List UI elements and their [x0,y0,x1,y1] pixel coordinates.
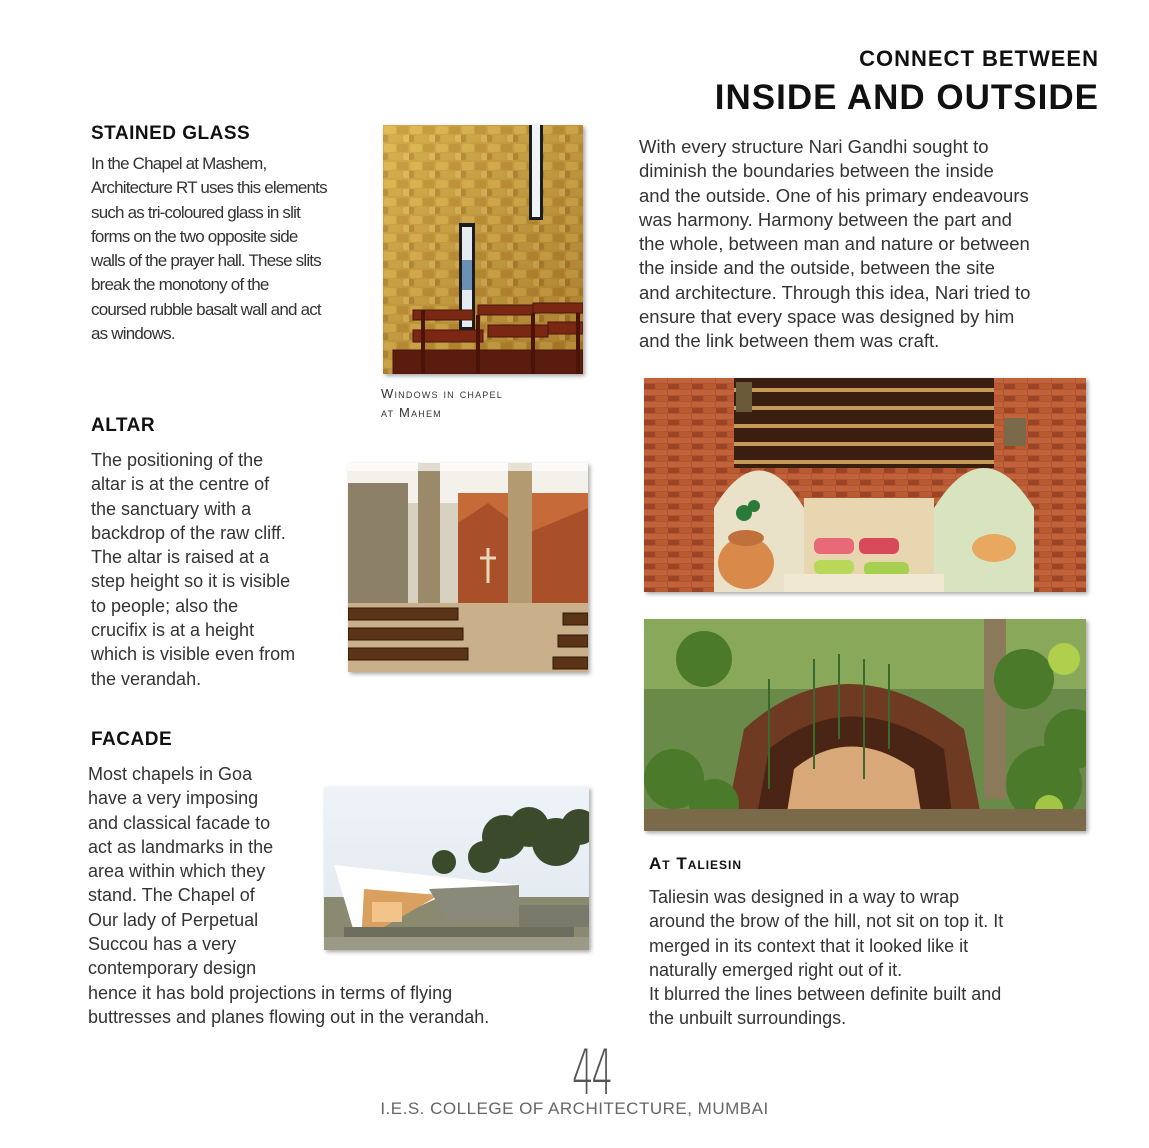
text-line: ensure that every space was designed by him [639,306,1015,328]
text-line: contemporary design [88,958,257,979]
text-line: stand. The Chapel of [88,885,255,906]
text-line: which is visible even from [91,644,296,665]
stained-glass-text [91,152,381,346]
text-line: have a very imposing [88,788,259,809]
text-line: forms on the two opposite side [91,226,298,246]
brick-arches-photo [644,378,1086,592]
text-line: and the link between them was craft. [639,330,940,352]
institution-footer: I.E.S. COLLEGE OF ARCHITECTURE, MUMBAI [380,1099,769,1118]
text-line: break the monotony of the [91,275,269,295]
intro-paragraph [639,135,1109,354]
text-line: Succou has a very [88,934,237,955]
text-line: to people; also the [91,595,239,616]
text-line: hence it has bold projections in terms of flying [88,982,453,1003]
taliesin-heading: At Taliesin [649,854,743,873]
text-line: merged in its context that it looked like it [649,935,969,956]
text-line: and classical facade to [88,812,271,833]
text-line: walls of the prayer hall. These slits [91,251,321,271]
text-line: around the brow of the hill, not sit on top it. It [649,911,1004,932]
taliesin-cave-photo [644,619,1086,831]
facade-heading: FACADE [91,729,173,750]
text-line: Architecture RT uses this elements [91,178,327,198]
text-line: backdrop of the raw cliff. [91,522,286,543]
caption-line: at Mahem [381,405,442,420]
text-line: Our lady of Perpetual [88,909,259,930]
text-line: as windows. [91,324,175,344]
text-line: In the Chapel at Mashem, [91,154,267,173]
text-line: such as tri-coloured glass in slit [91,202,301,222]
altar-heading: ALTAR [91,415,156,436]
text-line: The altar is raised at a [91,547,270,568]
page-title: INSIDE AND OUTSIDE [714,78,1099,117]
taliesin-text [649,885,1119,1031]
text-line: area within which they [88,861,266,882]
stained-glass-heading: STAINED GLASS [91,123,251,144]
text-line: coursed rubble basalt wall and act [91,299,321,319]
text-line: the unbuilt surroundings. [649,1008,847,1029]
chapel-facade-photo [324,787,589,950]
altar-text [91,448,346,691]
text-line: altar is at the centre of [91,474,270,495]
section-kicker: CONNECT BETWEEN [859,46,1099,71]
text-line: act as landmarks in the [88,836,274,857]
page-number: 44 [572,1036,611,1109]
text-line: Taliesin was designed in a way to wrap [649,887,960,907]
text-line: and the outside. One of his primary endeavours [639,184,1029,206]
text-line: buttresses and planes flowing out in the verandah. [88,1006,490,1027]
text-line: The positioning of the [91,450,264,470]
text-line: the sanctuary with a [91,498,252,519]
text-line: diminish the boundaries between the inside [639,160,994,182]
text-line: and architecture. Through this idea, Nari tried to [639,281,1031,303]
text-line: step height so it is visible [91,571,291,592]
text-line: Most chapels in Goa [88,764,253,784]
text-line: naturally emerged right out of it. [649,959,903,980]
altar-interior-photo [348,463,588,672]
text-line: the inside and the outside, between the site [639,257,995,279]
text-line: the verandah. [91,668,202,689]
text-line: It blurred the lines between definite built and [649,984,1002,1005]
caption-line: Windows in chapel [381,386,503,401]
text-line: the whole, between man and nature or between [639,233,1030,255]
text-line: was harmony. Harmony between the part and [639,208,1012,230]
chapel-windows-photo [383,125,583,374]
text-line: crucifix is at a height [91,620,255,641]
text-line: With every structure Nari Gandhi sought to [639,136,989,157]
chapel-photo-caption [381,384,503,422]
